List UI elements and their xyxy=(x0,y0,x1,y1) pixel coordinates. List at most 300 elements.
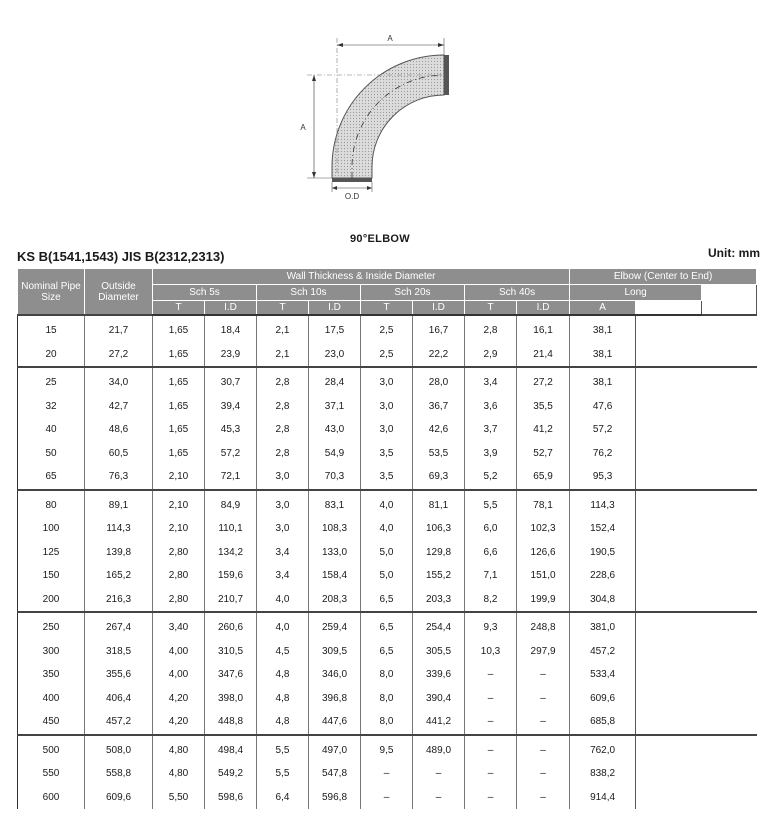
cell-elbow-a: 38,1 xyxy=(570,343,636,368)
table-cell: 5,0 xyxy=(361,541,413,565)
table-cell: 41,2 xyxy=(517,418,570,442)
table-cell: 35,5 xyxy=(517,395,570,419)
empty-cell xyxy=(636,343,702,368)
table-cell: 42,7 xyxy=(85,395,153,419)
header-t: T xyxy=(361,301,413,316)
table-cell: 34,0 xyxy=(85,367,153,395)
elbow-end-right xyxy=(444,55,449,95)
table-cell: 4,00 xyxy=(153,663,205,687)
table-cell: 1,65 xyxy=(153,418,205,442)
empty-cell xyxy=(702,343,757,368)
table-cell: 2,8 xyxy=(465,315,517,343)
table-cell: – xyxy=(517,786,570,810)
empty-cell xyxy=(702,710,757,735)
empty-cell xyxy=(702,564,757,588)
table-cell: 1,65 xyxy=(153,395,205,419)
table-cell: 6,6 xyxy=(465,541,517,565)
header-wall-thickness: Wall Thickness & Inside Diameter xyxy=(153,269,570,285)
table-cell: 57,2 xyxy=(205,442,257,466)
table-cell: 596,8 xyxy=(309,786,361,810)
table-cell: 3,6 xyxy=(465,395,517,419)
table-cell: 441,2 xyxy=(413,710,465,735)
table-cell: 7,1 xyxy=(465,564,517,588)
table-cell: 2,8 xyxy=(257,367,309,395)
table-cell: 5,5 xyxy=(465,490,517,518)
table-cell: 3,5 xyxy=(361,465,413,490)
table-cell: – xyxy=(465,663,517,687)
empty-cell xyxy=(636,786,702,810)
table-cell: 60,5 xyxy=(85,442,153,466)
table-cell: 1,65 xyxy=(153,367,205,395)
table-cell: 6,5 xyxy=(361,612,413,640)
table-row xyxy=(18,564,757,588)
table-row xyxy=(18,735,757,763)
table-cell: 448,8 xyxy=(205,710,257,735)
table-cell: 76,3 xyxy=(85,465,153,490)
table-cell: 4,80 xyxy=(153,735,205,763)
table-cell: 4,80 xyxy=(153,762,205,786)
cell-elbow-a: 114,3 xyxy=(570,490,636,518)
header-outside-diameter: Outside Diameter xyxy=(85,269,153,316)
cell-elbow-a: 152,4 xyxy=(570,517,636,541)
cell-elbow-a: 457,2 xyxy=(570,640,636,664)
table-cell: 4,0 xyxy=(257,612,309,640)
row-group xyxy=(18,315,757,367)
table-cell: 549,2 xyxy=(205,762,257,786)
header-a: A xyxy=(570,301,636,316)
table-cell: 310,5 xyxy=(205,640,257,664)
header-id: I.D xyxy=(205,301,257,316)
table-cell: 347,6 xyxy=(205,663,257,687)
cell-elbow-a: 685,8 xyxy=(570,710,636,735)
empty-cell xyxy=(636,710,702,735)
cell-nominal-size: 20 xyxy=(18,343,85,368)
empty-cell xyxy=(702,442,757,466)
table-row xyxy=(18,490,757,518)
table-cell: 30,7 xyxy=(205,367,257,395)
table-cell: 2,8 xyxy=(257,395,309,419)
table-row xyxy=(18,465,757,490)
table-cell: 2,9 xyxy=(465,343,517,368)
cell-nominal-size: 550 xyxy=(18,762,85,786)
od-label: O.D xyxy=(344,192,360,201)
elbow-diagram xyxy=(292,30,472,205)
empty-cell xyxy=(702,517,757,541)
table-cell: 5,5 xyxy=(257,762,309,786)
table-cell: 83,1 xyxy=(309,490,361,518)
table-cell: 42,6 xyxy=(413,418,465,442)
table-cell: 2,8 xyxy=(257,442,309,466)
header-sch-40s: Sch 40s xyxy=(465,285,570,301)
cell-elbow-a: 95,3 xyxy=(570,465,636,490)
table-cell: 22,2 xyxy=(413,343,465,368)
row-group xyxy=(18,735,757,810)
header-t: T xyxy=(465,301,517,316)
table-cell: 9,3 xyxy=(465,612,517,640)
table-cell: 4,20 xyxy=(153,687,205,711)
table-row xyxy=(18,687,757,711)
empty-cell xyxy=(702,465,757,490)
empty-cell xyxy=(702,687,757,711)
cell-nominal-size: 450 xyxy=(18,710,85,735)
empty-cell xyxy=(702,588,757,613)
table-cell: 48,6 xyxy=(85,418,153,442)
empty-cell xyxy=(702,541,757,565)
empty-cell xyxy=(702,395,757,419)
cell-nominal-size: 125 xyxy=(18,541,85,565)
table-cell: 4,8 xyxy=(257,710,309,735)
cell-elbow-a: 914,4 xyxy=(570,786,636,810)
table-cell: 106,3 xyxy=(413,517,465,541)
table-cell: 3,0 xyxy=(361,418,413,442)
table-cell: 2,10 xyxy=(153,490,205,518)
empty-cell xyxy=(702,418,757,442)
table-cell: 43,0 xyxy=(309,418,361,442)
table-cell: – xyxy=(465,786,517,810)
table-cell: 16,7 xyxy=(413,315,465,343)
table-row xyxy=(18,442,757,466)
empty-cell xyxy=(636,640,702,664)
table-cell: 254,4 xyxy=(413,612,465,640)
table-cell: 4,00 xyxy=(153,640,205,664)
table-cell: 203,3 xyxy=(413,588,465,613)
table-row xyxy=(18,395,757,419)
empty-cell xyxy=(636,490,702,518)
table-cell: 390,4 xyxy=(413,687,465,711)
table-cell: 305,5 xyxy=(413,640,465,664)
table-cell: – xyxy=(517,710,570,735)
table-cell: 16,1 xyxy=(517,315,570,343)
table-row xyxy=(18,663,757,687)
empty-cell xyxy=(702,762,757,786)
table-cell: 2,1 xyxy=(257,343,309,368)
table-cell: 498,4 xyxy=(205,735,257,763)
table-cell: – xyxy=(517,735,570,763)
table-cell: 36,7 xyxy=(413,395,465,419)
table-cell: 2,80 xyxy=(153,588,205,613)
table-cell: 3,0 xyxy=(257,517,309,541)
table-row xyxy=(18,315,757,343)
empty-cell xyxy=(636,367,702,395)
table-cell: 81,1 xyxy=(413,490,465,518)
table-cell: 165,2 xyxy=(85,564,153,588)
table-cell: 6,5 xyxy=(361,640,413,664)
empty-cell xyxy=(636,418,702,442)
cell-elbow-a: 38,1 xyxy=(570,367,636,395)
table-cell: 134,2 xyxy=(205,541,257,565)
table-cell: 8,0 xyxy=(361,663,413,687)
header-nominal-pipe-size: Nominal Pipe Size xyxy=(18,269,85,316)
table-row xyxy=(18,640,757,664)
header-long: Long xyxy=(570,285,702,301)
table-cell: 2,5 xyxy=(361,343,413,368)
table-cell: 27,2 xyxy=(85,343,153,368)
table-cell: 318,5 xyxy=(85,640,153,664)
cell-elbow-a: 190,5 xyxy=(570,541,636,565)
empty-cell xyxy=(702,612,757,640)
table-cell: 248,8 xyxy=(517,612,570,640)
table-cell: 6,0 xyxy=(465,517,517,541)
table-cell: 267,4 xyxy=(85,612,153,640)
header-empty-cell xyxy=(702,285,757,316)
table-cell: 558,8 xyxy=(85,762,153,786)
header-blank xyxy=(636,301,702,316)
cell-elbow-a: 381,0 xyxy=(570,612,636,640)
table-cell: 6,5 xyxy=(361,588,413,613)
cell-elbow-a: 47,6 xyxy=(570,395,636,419)
table-cell: 108,3 xyxy=(309,517,361,541)
table-cell: 133,0 xyxy=(309,541,361,565)
standard-reference: KS B(1541,1543) JIS B(2312,2313) xyxy=(17,249,225,264)
table-cell: 53,5 xyxy=(413,442,465,466)
figure-caption: 90°ELBOW xyxy=(350,233,410,245)
table-cell: 2,10 xyxy=(153,517,205,541)
table-cell: 28,0 xyxy=(413,367,465,395)
empty-cell xyxy=(636,465,702,490)
table-cell: 447,6 xyxy=(309,710,361,735)
table-row xyxy=(18,517,757,541)
table-cell: 3,40 xyxy=(153,612,205,640)
cell-nominal-size: 300 xyxy=(18,640,85,664)
table-cell: 339,6 xyxy=(413,663,465,687)
header-sch-5s: Sch 5s xyxy=(153,285,257,301)
table-cell: 18,4 xyxy=(205,315,257,343)
header-sch-20s: Sch 20s xyxy=(361,285,465,301)
table-cell: 5,5 xyxy=(257,735,309,763)
table-cell: 2,10 xyxy=(153,465,205,490)
table-cell: 5,2 xyxy=(465,465,517,490)
empty-cell xyxy=(636,395,702,419)
table-cell: 151,0 xyxy=(517,564,570,588)
table-cell: 216,3 xyxy=(85,588,153,613)
table-cell: 259,4 xyxy=(309,612,361,640)
empty-cell xyxy=(702,786,757,810)
table-cell: – xyxy=(517,762,570,786)
table-cell: – xyxy=(361,786,413,810)
table-cell: 159,6 xyxy=(205,564,257,588)
empty-cell xyxy=(636,315,702,343)
header-id: I.D xyxy=(309,301,361,316)
cell-nominal-size: 400 xyxy=(18,687,85,711)
cell-nominal-size: 80 xyxy=(18,490,85,518)
table-cell: – xyxy=(465,735,517,763)
table-cell: – xyxy=(361,762,413,786)
table-cell: 4,0 xyxy=(361,517,413,541)
header-sch-10s: Sch 10s xyxy=(257,285,361,301)
table-cell: 297,9 xyxy=(517,640,570,664)
table-cell: 110,1 xyxy=(205,517,257,541)
empty-cell xyxy=(636,588,702,613)
table-cell: 457,2 xyxy=(85,710,153,735)
table-cell: 54,9 xyxy=(309,442,361,466)
table-cell: 139,8 xyxy=(85,541,153,565)
table-cell: 28,4 xyxy=(309,367,361,395)
table-cell: 21,7 xyxy=(85,315,153,343)
cell-elbow-a: 533,4 xyxy=(570,663,636,687)
table-row xyxy=(18,418,757,442)
table-cell: 3,9 xyxy=(465,442,517,466)
empty-cell xyxy=(702,663,757,687)
table-cell: 398,0 xyxy=(205,687,257,711)
table-cell: 309,5 xyxy=(309,640,361,664)
table-cell: 4,0 xyxy=(257,588,309,613)
table-cell: 23,0 xyxy=(309,343,361,368)
elbow-end-bottom xyxy=(332,178,372,182)
table-cell: 155,2 xyxy=(413,564,465,588)
table-cell: 3,0 xyxy=(361,367,413,395)
table-row xyxy=(18,762,757,786)
table-cell: 3,4 xyxy=(257,564,309,588)
cell-nominal-size: 350 xyxy=(18,663,85,687)
table-row xyxy=(18,541,757,565)
cell-nominal-size: 500 xyxy=(18,735,85,763)
table-cell: 208,3 xyxy=(309,588,361,613)
empty-cell xyxy=(702,490,757,518)
empty-cell xyxy=(636,687,702,711)
table-cell: 65,9 xyxy=(517,465,570,490)
cell-nominal-size: 25 xyxy=(18,367,85,395)
header-elbow: Elbow (Center to End) xyxy=(570,269,757,285)
cell-elbow-a: 228,6 xyxy=(570,564,636,588)
table-row xyxy=(18,786,757,810)
cell-nominal-size: 65 xyxy=(18,465,85,490)
table-cell: 3,0 xyxy=(257,490,309,518)
table-cell: 3,7 xyxy=(465,418,517,442)
table-cell: 199,9 xyxy=(517,588,570,613)
header-id: I.D xyxy=(517,301,570,316)
table-cell: 3,0 xyxy=(361,395,413,419)
table-cell: – xyxy=(465,762,517,786)
header-t: T xyxy=(153,301,205,316)
table-cell: 4,8 xyxy=(257,687,309,711)
empty-cell xyxy=(636,442,702,466)
table-cell: 508,0 xyxy=(85,735,153,763)
unit-label: Unit: mm xyxy=(708,246,760,260)
table-cell: 21,4 xyxy=(517,343,570,368)
table-cell: 39,4 xyxy=(205,395,257,419)
dimension-label-top: A xyxy=(387,34,393,43)
table-cell: 4,20 xyxy=(153,710,205,735)
table-cell: 3,5 xyxy=(361,442,413,466)
table-cell: 114,3 xyxy=(85,517,153,541)
table-cell: 609,6 xyxy=(85,786,153,810)
cell-nominal-size: 150 xyxy=(18,564,85,588)
table-cell: 52,7 xyxy=(517,442,570,466)
empty-cell xyxy=(636,541,702,565)
elbow-spec-table xyxy=(17,268,757,809)
empty-cell xyxy=(702,315,757,343)
table-cell: 598,6 xyxy=(205,786,257,810)
table-cell: 5,0 xyxy=(361,564,413,588)
empty-cell xyxy=(636,517,702,541)
table-cell: 8,2 xyxy=(465,588,517,613)
table-cell: 1,65 xyxy=(153,442,205,466)
table-cell: 2,8 xyxy=(257,418,309,442)
table-cell: – xyxy=(517,663,570,687)
table-cell: 78,1 xyxy=(517,490,570,518)
table-cell: 69,3 xyxy=(413,465,465,490)
empty-cell xyxy=(636,663,702,687)
table-cell: 102,3 xyxy=(517,517,570,541)
cell-elbow-a: 838,2 xyxy=(570,762,636,786)
row-group xyxy=(18,612,757,735)
table-cell: 27,2 xyxy=(517,367,570,395)
table-cell: 23,9 xyxy=(205,343,257,368)
table-row xyxy=(18,588,757,613)
table-cell: 396,8 xyxy=(309,687,361,711)
cell-elbow-a: 38,1 xyxy=(570,315,636,343)
cell-nominal-size: 600 xyxy=(18,786,85,810)
table-cell: 497,0 xyxy=(309,735,361,763)
table-cell: 129,8 xyxy=(413,541,465,565)
empty-cell xyxy=(636,564,702,588)
cell-nominal-size: 40 xyxy=(18,418,85,442)
table-row xyxy=(18,710,757,735)
cell-nominal-size: 50 xyxy=(18,442,85,466)
table-cell: 547,8 xyxy=(309,762,361,786)
cell-elbow-a: 304,8 xyxy=(570,588,636,613)
header-t: T xyxy=(257,301,309,316)
table-cell: – xyxy=(465,687,517,711)
table-cell: 3,4 xyxy=(465,367,517,395)
table-cell: – xyxy=(413,786,465,810)
table-cell: 3,4 xyxy=(257,541,309,565)
empty-cell xyxy=(702,640,757,664)
table-cell: 406,4 xyxy=(85,687,153,711)
table-cell: 4,8 xyxy=(257,663,309,687)
table-cell: – xyxy=(413,762,465,786)
table-cell: 72,1 xyxy=(205,465,257,490)
table-cell: 2,80 xyxy=(153,541,205,565)
empty-cell xyxy=(702,735,757,763)
cell-elbow-a: 57,2 xyxy=(570,418,636,442)
table-cell: 2,80 xyxy=(153,564,205,588)
table-cell: 2,1 xyxy=(257,315,309,343)
table-row xyxy=(18,612,757,640)
table-cell: 45,3 xyxy=(205,418,257,442)
elbow-body xyxy=(332,55,444,178)
table-cell: 4,0 xyxy=(361,490,413,518)
table-row xyxy=(18,367,757,395)
empty-cell xyxy=(636,762,702,786)
table-cell: 1,65 xyxy=(153,315,205,343)
table-cell: 158,4 xyxy=(309,564,361,588)
dimension-label-left: A xyxy=(300,123,306,132)
table-cell: 89,1 xyxy=(85,490,153,518)
cell-elbow-a: 762,0 xyxy=(570,735,636,763)
cell-nominal-size: 32 xyxy=(18,395,85,419)
table-cell: 355,6 xyxy=(85,663,153,687)
table-cell: 9,5 xyxy=(361,735,413,763)
cell-nominal-size: 250 xyxy=(18,612,85,640)
cell-nominal-size: 100 xyxy=(18,517,85,541)
table-cell: 17,5 xyxy=(309,315,361,343)
table-cell: – xyxy=(465,710,517,735)
table-cell: 4,5 xyxy=(257,640,309,664)
table-row xyxy=(18,343,757,368)
table-cell: 70,3 xyxy=(309,465,361,490)
cell-nominal-size: 15 xyxy=(18,315,85,343)
table-cell: 10,3 xyxy=(465,640,517,664)
table-cell: 2,5 xyxy=(361,315,413,343)
cell-nominal-size: 200 xyxy=(18,588,85,613)
row-group xyxy=(18,367,757,490)
table-cell: 346,0 xyxy=(309,663,361,687)
table-cell: 6,4 xyxy=(257,786,309,810)
table-cell: 1,65 xyxy=(153,343,205,368)
table-cell: 84,9 xyxy=(205,490,257,518)
table-cell: 126,6 xyxy=(517,541,570,565)
